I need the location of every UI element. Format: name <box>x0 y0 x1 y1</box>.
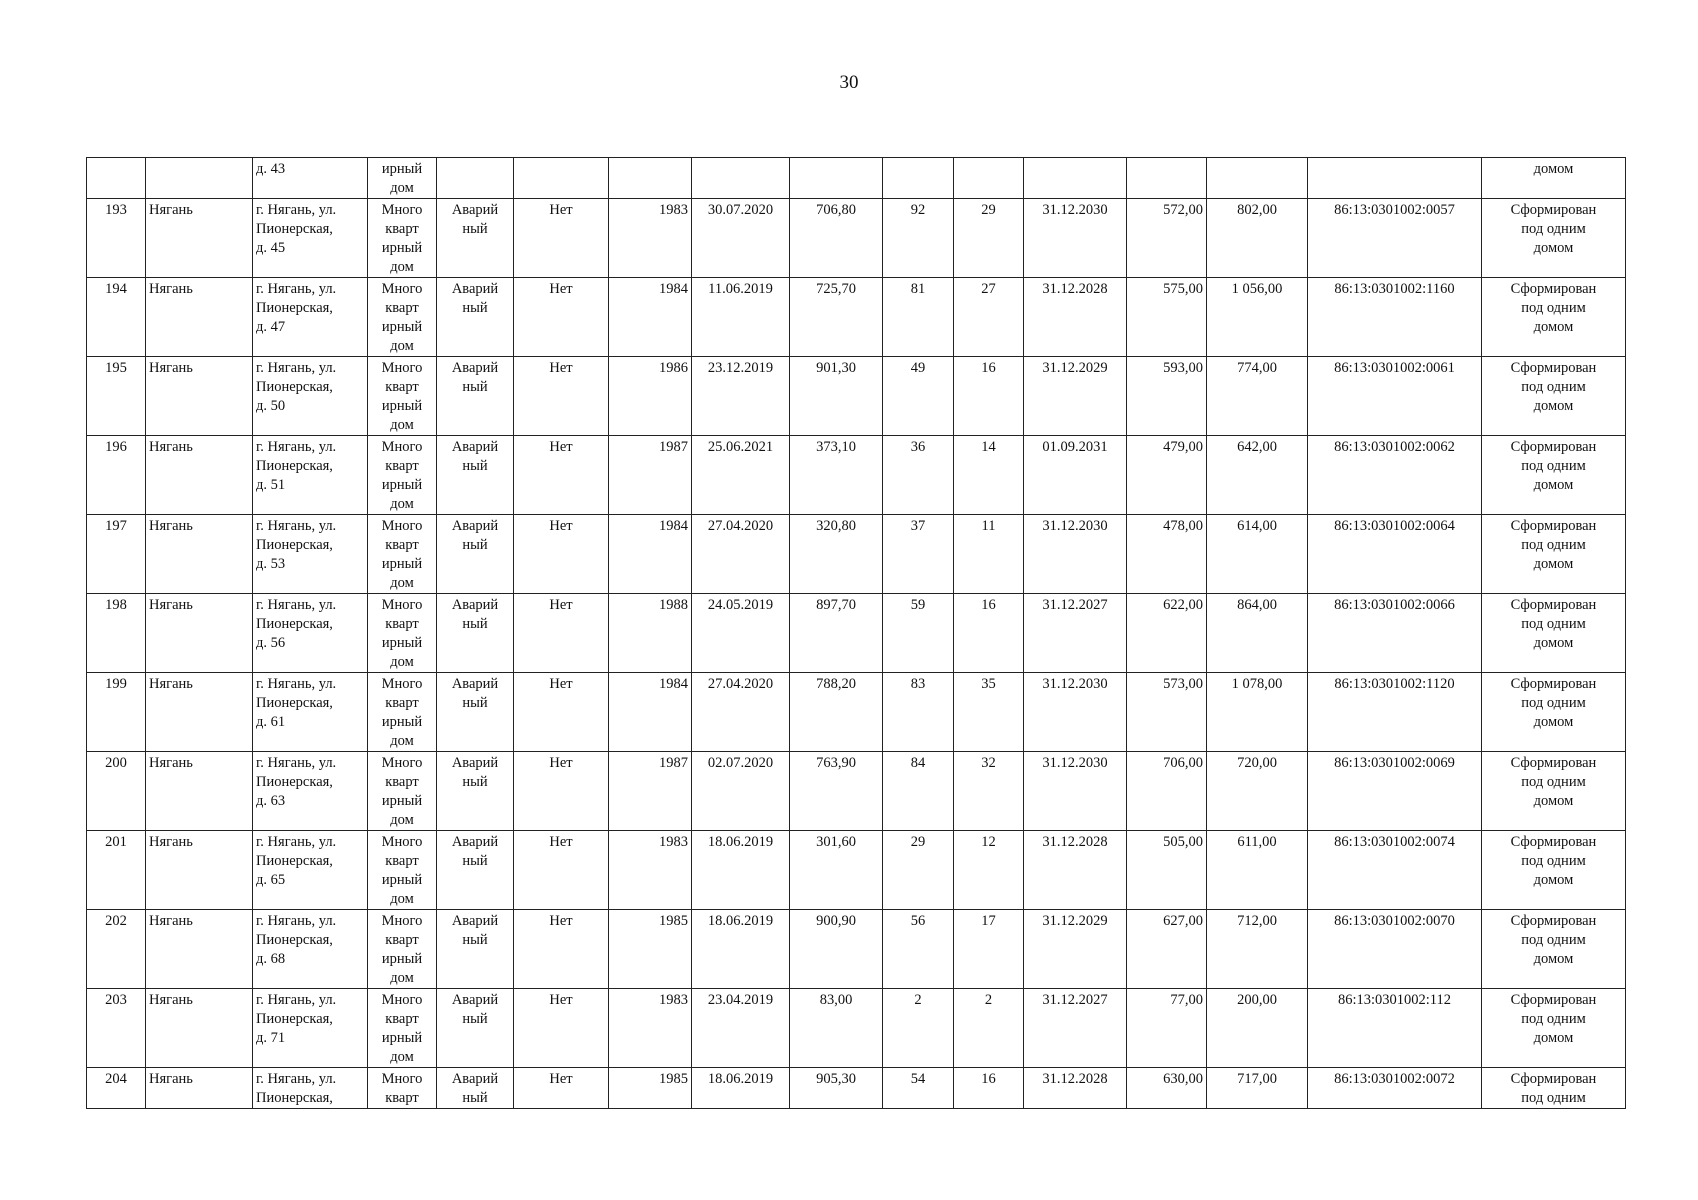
cell-flag: Нет <box>514 910 609 989</box>
cell-condition: Аварий ный <box>437 515 514 594</box>
cell-city: Нягань <box>146 673 253 752</box>
cell-units: 35 <box>954 673 1024 752</box>
cell-residents: 2 <box>883 989 954 1068</box>
cell-city: Нягань <box>146 910 253 989</box>
cell-condition: Аварий ный <box>437 752 514 831</box>
cell-units: 17 <box>954 910 1024 989</box>
housing-registry-table <box>86 157 1626 1109</box>
cell-area2: 572,00 <box>1127 199 1207 278</box>
cell-cadastral <box>1308 158 1482 199</box>
cell-address: г. Нягань, ул. Пионерская, д. 50 <box>253 357 368 436</box>
cell-cadastral: 86:13:0301002:0074 <box>1308 831 1482 910</box>
cell-area2: 630,00 <box>1127 1068 1207 1109</box>
cell-city: Нягань <box>146 278 253 357</box>
cell-status: домом <box>1482 158 1626 199</box>
cell-type: Много кварт ирный дом <box>368 989 437 1068</box>
cell-area: 301,60 <box>790 831 883 910</box>
cell-residents: 54 <box>883 1068 954 1109</box>
cell-type: Много кварт ирный дом <box>368 752 437 831</box>
cell-year: 1985 <box>609 1068 692 1109</box>
cell-area: 706,80 <box>790 199 883 278</box>
cell-type: Много кварт <box>368 1068 437 1109</box>
cell-deadline: 01.09.2031 <box>1024 436 1127 515</box>
cell-year: 1984 <box>609 673 692 752</box>
cell-condition: Аварий ный <box>437 989 514 1068</box>
cell-condition: Аварий ный <box>437 831 514 910</box>
cell-address: г. Нягань, ул. Пионерская, д. 53 <box>253 515 368 594</box>
cell-area: 373,10 <box>790 436 883 515</box>
cell-deadline: 31.12.2028 <box>1024 831 1127 910</box>
cell-deadline: 31.12.2028 <box>1024 1068 1127 1109</box>
cell-area2: 622,00 <box>1127 594 1207 673</box>
cell-flag: Нет <box>514 752 609 831</box>
cell-area2: 77,00 <box>1127 989 1207 1068</box>
table-row <box>87 910 1626 989</box>
cell-address: г. Нягань, ул. Пионерская, д. 45 <box>253 199 368 278</box>
cell-area3: 642,00 <box>1207 436 1308 515</box>
cell-condition: Аварий ный <box>437 673 514 752</box>
cell-date: 30.07.2020 <box>692 199 790 278</box>
cell-city <box>146 158 253 199</box>
cell-condition: Аварий ный <box>437 594 514 673</box>
cell-condition: Аварий ный <box>437 1068 514 1109</box>
cell-residents: 81 <box>883 278 954 357</box>
cell-residents: 37 <box>883 515 954 594</box>
cell-cadastral: 86:13:0301002:0070 <box>1308 910 1482 989</box>
table-row <box>87 673 1626 752</box>
cell-year <box>609 158 692 199</box>
cell-deadline: 31.12.2030 <box>1024 752 1127 831</box>
cell-area3: 611,00 <box>1207 831 1308 910</box>
cell-deadline: 31.12.2027 <box>1024 594 1127 673</box>
cell-units: 16 <box>954 594 1024 673</box>
cell-cadastral: 86:13:0301002:0066 <box>1308 594 1482 673</box>
cell-address: д. 43 <box>253 158 368 199</box>
cell-flag: Нет <box>514 1068 609 1109</box>
cell-status: Сформирован под одним домом <box>1482 989 1626 1068</box>
cell-units: 11 <box>954 515 1024 594</box>
cell-city: Нягань <box>146 436 253 515</box>
cell-num: 201 <box>87 831 146 910</box>
cell-area <box>790 158 883 199</box>
cell-cadastral: 86:13:0301002:0064 <box>1308 515 1482 594</box>
registry-body <box>87 158 1626 1109</box>
cell-year: 1988 <box>609 594 692 673</box>
cell-num: 200 <box>87 752 146 831</box>
cell-cadastral: 86:13:0301002:0072 <box>1308 1068 1482 1109</box>
cell-num: 203 <box>87 989 146 1068</box>
cell-units <box>954 158 1024 199</box>
cell-flag: Нет <box>514 436 609 515</box>
cell-city: Нягань <box>146 1068 253 1109</box>
cell-type: Много кварт ирный дом <box>368 436 437 515</box>
table-row <box>87 436 1626 515</box>
cell-residents: 83 <box>883 673 954 752</box>
cell-residents: 84 <box>883 752 954 831</box>
cell-residents: 49 <box>883 357 954 436</box>
cell-address: г. Нягань, ул. Пионерская, д. 65 <box>253 831 368 910</box>
cell-city: Нягань <box>146 199 253 278</box>
cell-num: 202 <box>87 910 146 989</box>
cell-type: Много кварт ирный дом <box>368 594 437 673</box>
table-row <box>87 989 1626 1068</box>
cell-address: г. Нягань, ул. Пионерская, д. 61 <box>253 673 368 752</box>
cell-area: 901,30 <box>790 357 883 436</box>
cell-area: 788,20 <box>790 673 883 752</box>
cell-area3: 864,00 <box>1207 594 1308 673</box>
cell-area3: 720,00 <box>1207 752 1308 831</box>
cell-date <box>692 158 790 199</box>
cell-status: Сформирован под одним домом <box>1482 752 1626 831</box>
cell-condition: Аварий ный <box>437 910 514 989</box>
cell-area3: 712,00 <box>1207 910 1308 989</box>
cell-units: 16 <box>954 1068 1024 1109</box>
cell-residents: 56 <box>883 910 954 989</box>
cell-num: 194 <box>87 278 146 357</box>
cell-area: 320,80 <box>790 515 883 594</box>
cell-year: 1987 <box>609 752 692 831</box>
cell-cadastral: 86:13:0301002:112 <box>1308 989 1482 1068</box>
cell-units: 14 <box>954 436 1024 515</box>
cell-condition: Аварий ный <box>437 199 514 278</box>
cell-area3: 1 078,00 <box>1207 673 1308 752</box>
cell-area2: 573,00 <box>1127 673 1207 752</box>
table-row <box>87 278 1626 357</box>
cell-condition: Аварий ный <box>437 357 514 436</box>
cell-city: Нягань <box>146 831 253 910</box>
cell-year: 1986 <box>609 357 692 436</box>
cell-status: Сформирован под одним домом <box>1482 673 1626 752</box>
table-row <box>87 752 1626 831</box>
cell-units: 27 <box>954 278 1024 357</box>
cell-num: 196 <box>87 436 146 515</box>
table-row <box>87 199 1626 278</box>
cell-deadline: 31.12.2028 <box>1024 278 1127 357</box>
cell-deadline: 31.12.2030 <box>1024 199 1127 278</box>
cell-area2: 575,00 <box>1127 278 1207 357</box>
cell-cadastral: 86:13:0301002:0069 <box>1308 752 1482 831</box>
cell-deadline <box>1024 158 1127 199</box>
cell-city: Нягань <box>146 752 253 831</box>
cell-area: 763,90 <box>790 752 883 831</box>
cell-units: 32 <box>954 752 1024 831</box>
cell-year: 1983 <box>609 989 692 1068</box>
cell-address: г. Нягань, ул. Пионерская, д. 68 <box>253 910 368 989</box>
cell-cadastral: 86:13:0301002:0061 <box>1308 357 1482 436</box>
cell-date: 25.06.2021 <box>692 436 790 515</box>
cell-area: 900,90 <box>790 910 883 989</box>
cell-num: 199 <box>87 673 146 752</box>
cell-residents: 36 <box>883 436 954 515</box>
cell-status: Сформирован под одним домом <box>1482 594 1626 673</box>
cell-type: Много кварт ирный дом <box>368 831 437 910</box>
cell-deadline: 31.12.2027 <box>1024 989 1127 1068</box>
cell-num: 204 <box>87 1068 146 1109</box>
cell-flag: Нет <box>514 673 609 752</box>
cell-residents <box>883 158 954 199</box>
cell-condition <box>437 158 514 199</box>
cell-units: 2 <box>954 989 1024 1068</box>
cell-flag: Нет <box>514 357 609 436</box>
cell-flag: Нет <box>514 515 609 594</box>
cell-address: г. Нягань, ул. Пионерская, д. 47 <box>253 278 368 357</box>
cell-status: Сформирован под одним домом <box>1482 199 1626 278</box>
cell-flag: Нет <box>514 989 609 1068</box>
cell-cadastral: 86:13:0301002:0057 <box>1308 199 1482 278</box>
cell-type: Много кварт ирный дом <box>368 515 437 594</box>
cell-cadastral: 86:13:0301002:1160 <box>1308 278 1482 357</box>
cell-year: 1984 <box>609 278 692 357</box>
cell-area2: 593,00 <box>1127 357 1207 436</box>
cell-status: Сформирован под одним <box>1482 1068 1626 1109</box>
cell-flag: Нет <box>514 278 609 357</box>
cell-condition: Аварий ный <box>437 278 514 357</box>
cell-address: г. Нягань, ул. Пионерская, д. 56 <box>253 594 368 673</box>
cell-units: 16 <box>954 357 1024 436</box>
table-row <box>87 831 1626 910</box>
cell-area3: 802,00 <box>1207 199 1308 278</box>
cell-date: 18.06.2019 <box>692 910 790 989</box>
cell-date: 11.06.2019 <box>692 278 790 357</box>
table-row <box>87 1068 1626 1109</box>
cell-type: Много кварт ирный дом <box>368 199 437 278</box>
cell-type: Много кварт ирный дом <box>368 357 437 436</box>
cell-year: 1983 <box>609 199 692 278</box>
cell-area3: 200,00 <box>1207 989 1308 1068</box>
cell-area2: 478,00 <box>1127 515 1207 594</box>
cell-area2: 479,00 <box>1127 436 1207 515</box>
cell-address: г. Нягань, ул. Пионерская, д. 71 <box>253 989 368 1068</box>
cell-cadastral: 86:13:0301002:0062 <box>1308 436 1482 515</box>
cell-status: Сформирован под одним домом <box>1482 436 1626 515</box>
cell-cadastral: 86:13:0301002:1120 <box>1308 673 1482 752</box>
cell-date: 24.05.2019 <box>692 594 790 673</box>
cell-year: 1987 <box>609 436 692 515</box>
table-row <box>87 357 1626 436</box>
cell-area2: 505,00 <box>1127 831 1207 910</box>
cell-area: 83,00 <box>790 989 883 1068</box>
cell-deadline: 31.12.2029 <box>1024 910 1127 989</box>
cell-area2: 627,00 <box>1127 910 1207 989</box>
cell-type: Много кварт ирный дом <box>368 673 437 752</box>
cell-num: 195 <box>87 357 146 436</box>
cell-address: г. Нягань, ул. Пионерская, д. 63 <box>253 752 368 831</box>
cell-status: Сформирован под одним домом <box>1482 357 1626 436</box>
cell-city: Нягань <box>146 989 253 1068</box>
cell-area: 905,30 <box>790 1068 883 1109</box>
cell-flag: Нет <box>514 594 609 673</box>
cell-units: 29 <box>954 199 1024 278</box>
cell-date: 23.04.2019 <box>692 989 790 1068</box>
cell-condition: Аварий ный <box>437 436 514 515</box>
cell-area: 897,70 <box>790 594 883 673</box>
cell-area3: 614,00 <box>1207 515 1308 594</box>
cell-area2: 706,00 <box>1127 752 1207 831</box>
cell-date: 18.06.2019 <box>692 1068 790 1109</box>
cell-num <box>87 158 146 199</box>
table-row-continued <box>87 158 1626 199</box>
cell-type: Много кварт ирный дом <box>368 910 437 989</box>
cell-date: 23.12.2019 <box>692 357 790 436</box>
cell-city: Нягань <box>146 357 253 436</box>
cell-type: ирный дом <box>368 158 437 199</box>
cell-num: 198 <box>87 594 146 673</box>
cell-year: 1983 <box>609 831 692 910</box>
cell-num: 197 <box>87 515 146 594</box>
cell-deadline: 31.12.2029 <box>1024 357 1127 436</box>
cell-flag: Нет <box>514 199 609 278</box>
cell-residents: 29 <box>883 831 954 910</box>
cell-address: г. Нягань, ул. Пионерская, д. 51 <box>253 436 368 515</box>
cell-area: 725,70 <box>790 278 883 357</box>
cell-year: 1984 <box>609 515 692 594</box>
cell-area2 <box>1127 158 1207 199</box>
cell-city: Нягань <box>146 515 253 594</box>
cell-date: 27.04.2020 <box>692 673 790 752</box>
cell-city: Нягань <box>146 594 253 673</box>
cell-units: 12 <box>954 831 1024 910</box>
cell-year: 1985 <box>609 910 692 989</box>
cell-deadline: 31.12.2030 <box>1024 673 1127 752</box>
cell-area3: 1 056,00 <box>1207 278 1308 357</box>
cell-num: 193 <box>87 199 146 278</box>
cell-status: Сформирован под одним домом <box>1482 910 1626 989</box>
cell-area3: 717,00 <box>1207 1068 1308 1109</box>
cell-status: Сформирован под одним домом <box>1482 831 1626 910</box>
table-row <box>87 594 1626 673</box>
cell-flag <box>514 158 609 199</box>
cell-residents: 92 <box>883 199 954 278</box>
cell-flag: Нет <box>514 831 609 910</box>
cell-date: 02.07.2020 <box>692 752 790 831</box>
table-row <box>87 515 1626 594</box>
cell-status: Сформирован под одним домом <box>1482 278 1626 357</box>
cell-status: Сформирован под одним домом <box>1482 515 1626 594</box>
cell-area3 <box>1207 158 1308 199</box>
cell-address: г. Нягань, ул. Пионерская, <box>253 1068 368 1109</box>
cell-date: 27.04.2020 <box>692 515 790 594</box>
cell-area3: 774,00 <box>1207 357 1308 436</box>
page-number: 30 <box>839 72 859 93</box>
cell-type: Много кварт ирный дом <box>368 278 437 357</box>
cell-residents: 59 <box>883 594 954 673</box>
cell-deadline: 31.12.2030 <box>1024 515 1127 594</box>
cell-date: 18.06.2019 <box>692 831 790 910</box>
